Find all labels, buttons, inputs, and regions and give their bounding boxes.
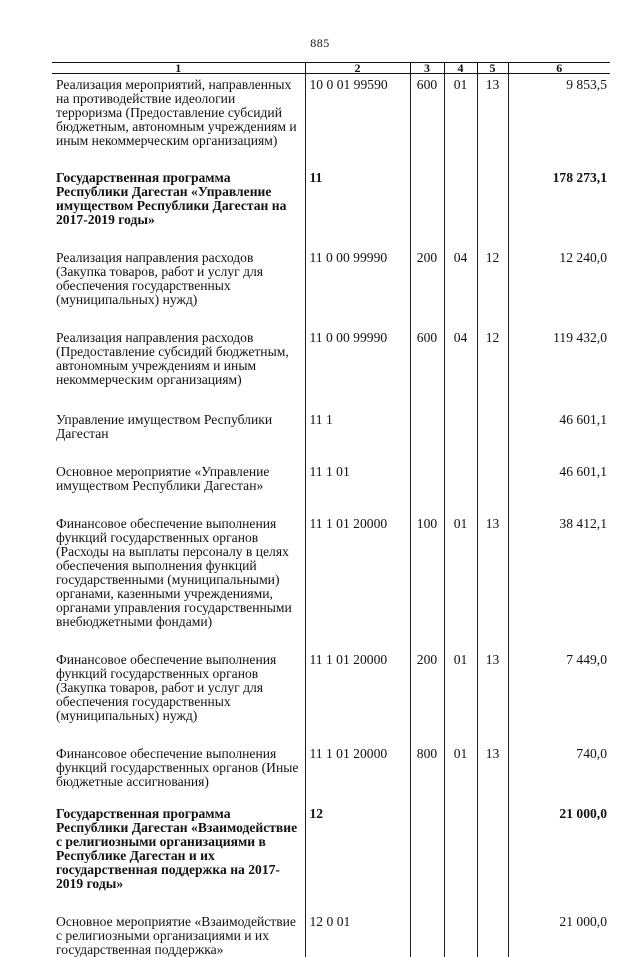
row-name: Финансовое обеспечение выполнения функций государственных органов (Иные бюджетные ассигнования): [52, 743, 305, 803]
row-col-5: [477, 911, 508, 957]
table-row: [52, 513, 610, 649]
row-code: 11 1: [305, 409, 410, 461]
row-col-3: [410, 803, 444, 911]
row-col-5: 13: [477, 74, 508, 168]
row-col-3: 200: [410, 247, 444, 327]
row-name: Финансовое обеспечение выполнения функций государственных органов (Закупка товаров, работ и услуг для обеспечения государственных (муниципальных) нужд): [52, 649, 305, 743]
row-name: Реализация мероприятий, направленных на противодействие идеологии терроризма (Предоставление субсидий бюджетным, автономным учреждениям и иным некоммерческим организациям): [52, 74, 305, 168]
row-col-4: 04: [444, 327, 477, 409]
col-header-1: 1: [52, 63, 305, 74]
row-amount: 119 432,0: [508, 327, 610, 409]
row-col-3: 800: [410, 743, 444, 803]
row-amount: 21 000,0: [508, 911, 610, 957]
row-name: Государственная программа Республики Дагестан «Управление имуществом Республики Дагестан на 2017-2019 годы»: [52, 167, 305, 247]
table-row: [52, 327, 610, 409]
row-name: Реализация направления расходов (Закупка товаров, работ и услуг для обеспечения государственных (муниципальных) нужд): [52, 247, 305, 327]
col-header-3: 3: [410, 63, 444, 74]
row-name: Основное мероприятие «Управление имуществом Республики Дагестан»: [52, 461, 305, 513]
table-row: [52, 911, 610, 957]
row-col-3: 100: [410, 513, 444, 649]
row-amount: 12 240,0: [508, 247, 610, 327]
row-code: 12 0 01: [305, 911, 410, 957]
row-name: Основное мероприятие «Взаимодействие с религиозными организациями и их государственная поддержка»: [52, 911, 305, 957]
table-row: [52, 803, 610, 911]
row-name: Государственная программа Республики Дагестан «Взаимодействие с религиозными организациями в Республике Дагестан и их государственная поддержка на 2017-2019 годы»: [52, 803, 305, 911]
row-code: 11: [305, 167, 410, 247]
row-amount: 9 853,5: [508, 74, 610, 168]
row-amount: 740,0: [508, 743, 610, 803]
row-col-4: [444, 911, 477, 957]
row-name: Управление имуществом Республики Дагестан: [52, 409, 305, 461]
row-col-3: [410, 911, 444, 957]
row-col-5: 13: [477, 743, 508, 803]
table-row: [52, 743, 610, 803]
row-col-4: 01: [444, 513, 477, 649]
table-header: [52, 63, 610, 74]
row-col-5: 12: [477, 247, 508, 327]
row-col-4: [444, 167, 477, 247]
row-col-5: [477, 409, 508, 461]
row-amount: 178 273,1: [508, 167, 610, 247]
row-col-5: 13: [477, 649, 508, 743]
row-col-5: [477, 167, 508, 247]
row-name: Реализация направления расходов (Предоставление субсидий бюджетным, автономным учреждениям и иным некоммерческим организациям): [52, 327, 305, 409]
table-row: [52, 461, 610, 513]
col-header-5: 5: [477, 63, 508, 74]
row-col-3: 200: [410, 649, 444, 743]
row-col-3: 600: [410, 327, 444, 409]
row-amount: 46 601,1: [508, 409, 610, 461]
row-amount: 21 000,0: [508, 803, 610, 911]
col-header-4: 4: [444, 63, 477, 74]
row-code: 11 1 01 20000: [305, 743, 410, 803]
row-col-4: 01: [444, 74, 477, 168]
row-col-5: 13: [477, 513, 508, 649]
row-amount: 7 449,0: [508, 649, 610, 743]
row-col-4: 04: [444, 247, 477, 327]
row-code: 10 0 01 99590: [305, 74, 410, 168]
row-col-3: [410, 409, 444, 461]
row-col-3: 600: [410, 74, 444, 168]
table-row: [52, 649, 610, 743]
table-row: [52, 409, 610, 461]
row-name: Финансовое обеспечение выполнения функций государственных органов (Расходы на выплаты персоналу в целях обеспечения выполнения функций государственными (муниципальными) органами, казенными учреждениями, органами управления государственными внебюджетными фондами): [52, 513, 305, 649]
budget-table: [52, 62, 610, 957]
row-code: 11 1 01: [305, 461, 410, 513]
row-col-5: [477, 803, 508, 911]
col-header-6: 6: [508, 63, 610, 74]
page-number: 885: [0, 36, 640, 51]
table-body: [52, 74, 610, 957]
row-col-5: 12: [477, 327, 508, 409]
row-col-4: 01: [444, 649, 477, 743]
table-row: [52, 74, 610, 168]
row-code: 12: [305, 803, 410, 911]
row-code: 11 1 01 20000: [305, 649, 410, 743]
row-col-4: [444, 461, 477, 513]
table-row: [52, 167, 610, 247]
row-code: 11 1 01 20000: [305, 513, 410, 649]
table-row: [52, 247, 610, 327]
row-col-5: [477, 461, 508, 513]
row-amount: 46 601,1: [508, 461, 610, 513]
row-col-3: [410, 167, 444, 247]
row-code: 11 0 00 99990: [305, 247, 410, 327]
row-col-4: [444, 803, 477, 911]
row-col-3: [410, 461, 444, 513]
row-amount: 38 412,1: [508, 513, 610, 649]
col-header-2: 2: [305, 63, 410, 74]
row-col-4: 01: [444, 743, 477, 803]
row-code: 11 0 00 99990: [305, 327, 410, 409]
row-col-4: [444, 409, 477, 461]
